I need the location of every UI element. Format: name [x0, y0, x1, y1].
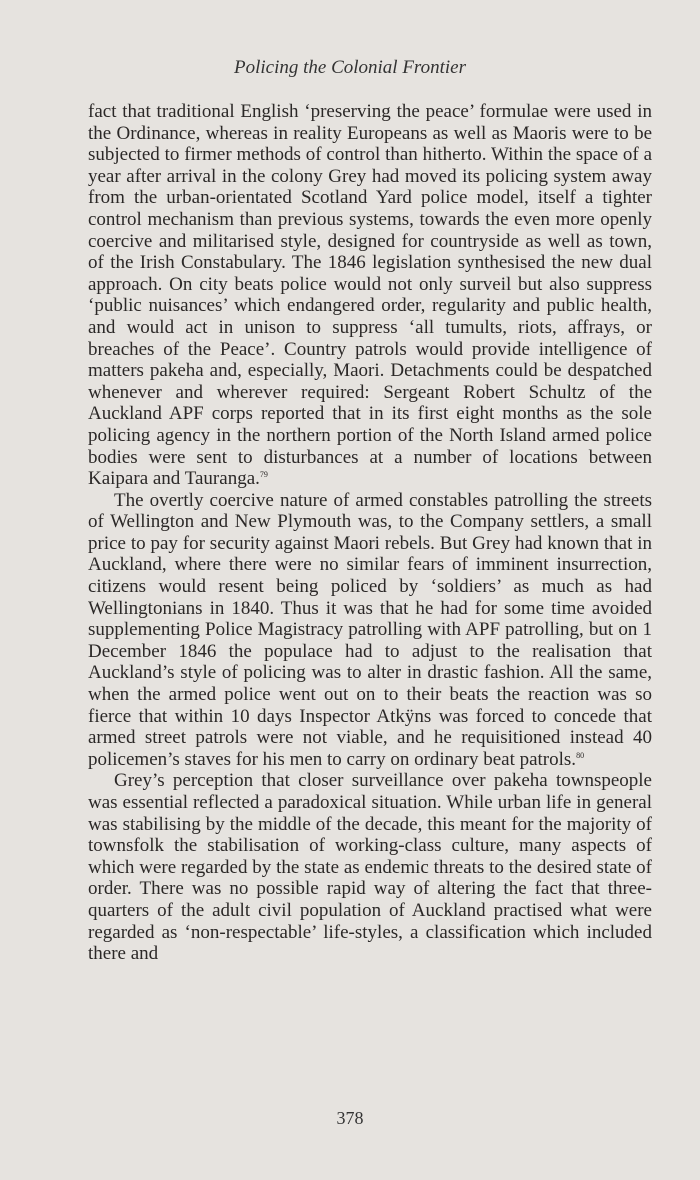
paragraph-1-text: fact that traditional English ‘preserving the peace’ formulae were used in the Ordinance, whereas in reality Europeans as well as Maoris were to be subjected to firmer methods of control than hitherto. Within the space of a year after arrival in the colony Grey had moved its policing system away from the urban-orientated Scotland Yard police model, itself a tighter control mechanism than previous systems, towards the even more openly coercive and militarised style, designed for countryside as well as town, of the Irish Constabulary. The 1846 legislation synthesised the new dual approach. On city beats police would not only surveil but also suppress ‘public nuisances’ which endangered order, regularity and public health, and would act in unison to suppress ‘all tumults, riots, affrays, or breaches of the Peace’. Country patrols would provide intelligence of matters pakeha and, especially, Maori. Detachments could be despatched whenever and wherever required: Sergeant Robert Schultz of the Auckland APF corps reported that in its first eight months as the sole policing agency in the northern portion of the North Island armed police bodies were sent to disturbances at a number of locations between Kaipara and Tauranga. — [88, 101, 652, 490]
paragraph-2-text: The overtly coercive nature of armed constables patrolling the streets of Wellington and New Plymouth was, to the Company settlers, a small price to pay for security against Maori rebels. But Grey had known that in Auckland, where there were no similar fears of imminent insurrection, citizens would resent being policed by ‘soldiers’ as much as had Wellingtonians in 1840. Thus it was that he had for some time avoided supplementing Police Magistracy patrolling with APF patrolling, but on 1 December 1846 the populace had to adjust to the realisation that Auckland’s style of policing was to alter in drastic fashion. All the same, when the armed police went out on to their beats the reaction was so fierce that within 10 days Inspector Atkÿns was forced to concede that armed street patrols were not viable, and he requisitioned instead 40 policemen’s staves for his men to carry on ordinary beat patrols. — [88, 489, 652, 770]
body-text — [88, 101, 652, 965]
page-number: 378 — [336, 1108, 364, 1128]
running-head: Policing the Colonial Frontier — [233, 57, 467, 78]
paragraph-3-text: Grey’s perception that closer surveillance over pakeha townspeople was essential reflected a paradoxical situation. While urban life in general was stabilising by the middle of the decade, this meant for the majority of townsfolk the stabilisation of working-class culture, many aspects of which were regarded by the state as endemic threats to the desired state of order. There was no possible rapid way of altering the fact that three-quarters of the adult civil population of Auckland practised what were regarded as ‘non-respectable’ life-styles, a classification which included there and — [88, 770, 652, 965]
footnote-ref-80: 80 — [576, 750, 585, 760]
paragraph-1 — [88, 101, 652, 490]
footnote-ref-79: 79 — [259, 470, 268, 480]
paragraph-2 — [88, 490, 652, 771]
paragraph-3 — [88, 770, 652, 964]
